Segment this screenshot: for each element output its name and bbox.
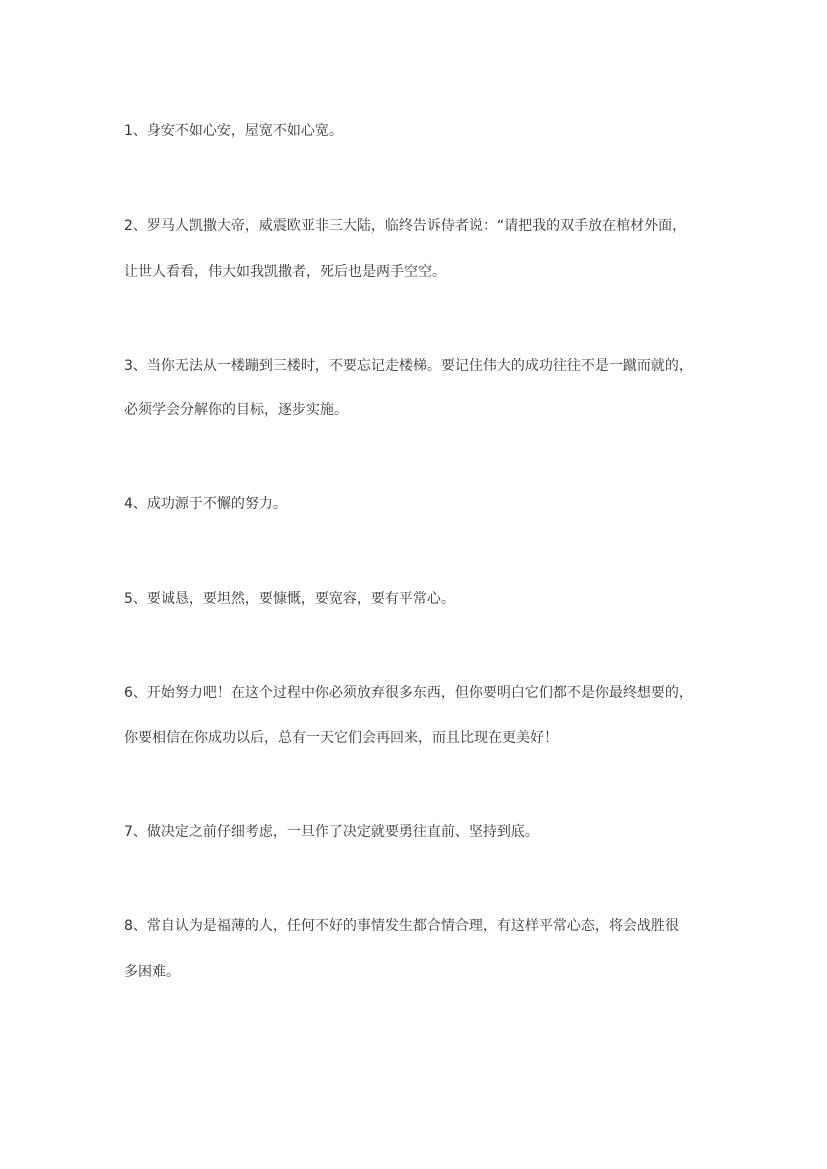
- item-5-line-1: 5、要诚恳，要坦然，要慷慨，要宽容，要有平常心。: [124, 591, 455, 607]
- item-4-line-1: 4、成功源于不懈的努力。: [124, 496, 287, 512]
- item-6-line-1: 6、开始努力吧！在这个过程中你必须放弃很多东西，但你要明白它们都不是你最终想要的，: [124, 685, 693, 701]
- item-8-line-1: 8、常自认为是福薄的人，任何不好的事情发生都合情合理，有这样平常心态，将会战胜很: [124, 918, 679, 934]
- item-1-line-1: 1、身安不如心安，屋宽不如心宽。: [124, 123, 343, 139]
- item-7-line-1: 7、做决定之前仔细考虑，一旦作了决定就要勇往直前、坚持到底。: [124, 824, 539, 840]
- item-2-line-1: 2、罗马人凯撒大帝，威震欧亚非三大陆，临终告诉侍者说：“请把我的双手放在棺材外面，: [124, 218, 687, 234]
- item-2-line-2: 让世人看看，伟大如我凯撒者，死后也是两手空空。: [124, 264, 446, 280]
- item-3-line-1: 3、当你无法从一楼蹦到三楼时，不要忘记走楼梯。要记住伟大的成功往往不是一蹴而就的，: [124, 358, 693, 374]
- item-8-line-2: 多困难。: [124, 964, 180, 980]
- item-3-line-2: 必须学会分解你的目标，逐步实施。: [124, 402, 348, 418]
- item-6-line-2: 你要相信在你成功以后，总有一天它们会再回来，而且比现在更美好！: [124, 730, 558, 746]
